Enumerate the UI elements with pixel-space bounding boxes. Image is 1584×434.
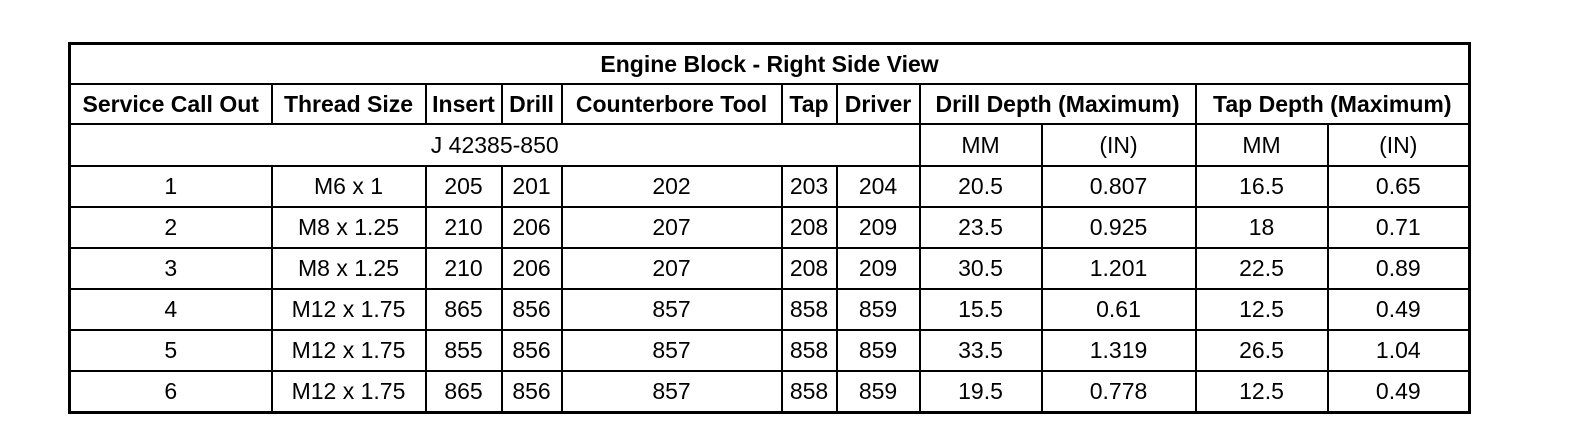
table-row bbox=[70, 207, 1470, 248]
header-tap: Tap bbox=[782, 84, 837, 124]
driver-cell: 209 bbox=[837, 248, 920, 289]
drill-depth-in-cell: 1.201 bbox=[1042, 248, 1196, 289]
drill-cell: 201 bbox=[502, 166, 562, 207]
insert-cell: 210 bbox=[426, 248, 502, 289]
tap-depth-mm-cell: 16.5 bbox=[1196, 166, 1328, 207]
service-call-out-cell: 5 bbox=[70, 330, 272, 371]
driver-cell: 859 bbox=[837, 289, 920, 330]
tap-depth-in-cell: 0.49 bbox=[1328, 371, 1470, 413]
driver-cell: 209 bbox=[837, 207, 920, 248]
tap-cell: 858 bbox=[782, 371, 837, 413]
drill-depth-mm-cell: 33.5 bbox=[920, 330, 1042, 371]
tap-cell: 858 bbox=[782, 289, 837, 330]
table-title: Engine Block - Right Side View bbox=[70, 44, 1470, 85]
tap-depth-in-cell: 1.04 bbox=[1328, 330, 1470, 371]
drill-depth-mm-cell: 20.5 bbox=[920, 166, 1042, 207]
column-header-row bbox=[70, 84, 1470, 124]
drill-cell: 856 bbox=[502, 371, 562, 413]
unit-drill-in: (IN) bbox=[1042, 124, 1196, 166]
drill-depth-mm-cell: 15.5 bbox=[920, 289, 1042, 330]
insert-cell: 210 bbox=[426, 207, 502, 248]
header-insert: Insert bbox=[426, 84, 502, 124]
tap-depth-in-cell: 0.65 bbox=[1328, 166, 1470, 207]
header-counterbore-tool: Counterbore Tool bbox=[562, 84, 782, 124]
header-drill: Drill bbox=[502, 84, 562, 124]
unit-tap-in: (IN) bbox=[1328, 124, 1470, 166]
counterbore-tool-cell: 857 bbox=[562, 371, 782, 413]
table-row bbox=[70, 289, 1470, 330]
service-call-out-cell: 3 bbox=[70, 248, 272, 289]
tap-cell: 203 bbox=[782, 166, 837, 207]
tap-depth-mm-cell: 12.5 bbox=[1196, 289, 1328, 330]
counterbore-tool-cell: 857 bbox=[562, 330, 782, 371]
drill-cell: 206 bbox=[502, 207, 562, 248]
service-call-out-cell: 2 bbox=[70, 207, 272, 248]
driver-cell: 204 bbox=[837, 166, 920, 207]
counterbore-tool-cell: 202 bbox=[562, 166, 782, 207]
insert-cell: 865 bbox=[426, 289, 502, 330]
insert-cell: 855 bbox=[426, 330, 502, 371]
service-call-out-cell: 1 bbox=[70, 166, 272, 207]
header-driver: Driver bbox=[837, 84, 920, 124]
unit-drill-mm: MM bbox=[920, 124, 1042, 166]
drill-cell: 856 bbox=[502, 330, 562, 371]
tap-depth-in-cell: 0.89 bbox=[1328, 248, 1470, 289]
tap-cell: 208 bbox=[782, 207, 837, 248]
tap-depth-mm-cell: 22.5 bbox=[1196, 248, 1328, 289]
tap-depth-mm-cell: 26.5 bbox=[1196, 330, 1328, 371]
drill-depth-mm-cell: 23.5 bbox=[920, 207, 1042, 248]
drill-depth-in-cell: 0.807 bbox=[1042, 166, 1196, 207]
tap-depth-in-cell: 0.49 bbox=[1328, 289, 1470, 330]
tap-depth-mm-cell: 12.5 bbox=[1196, 371, 1328, 413]
drill-depth-in-cell: 0.61 bbox=[1042, 289, 1196, 330]
drill-cell: 856 bbox=[502, 289, 562, 330]
table-row bbox=[70, 371, 1470, 413]
header-tap-depth: Tap Depth (Maximum) bbox=[1196, 84, 1470, 124]
thread-size-cell: M6 x 1 bbox=[272, 166, 426, 207]
service-call-out-cell: 6 bbox=[70, 371, 272, 413]
tap-cell: 208 bbox=[782, 248, 837, 289]
tap-depth-in-cell: 0.71 bbox=[1328, 207, 1470, 248]
header-thread-size: Thread Size bbox=[272, 84, 426, 124]
data-rows bbox=[70, 166, 1470, 413]
unit-row bbox=[70, 124, 1470, 166]
drill-depth-in-cell: 1.319 bbox=[1042, 330, 1196, 371]
drill-depth-in-cell: 0.778 bbox=[1042, 371, 1196, 413]
drill-depth-in-cell: 0.925 bbox=[1042, 207, 1196, 248]
counterbore-tool-cell: 207 bbox=[562, 248, 782, 289]
service-call-out-cell: 4 bbox=[70, 289, 272, 330]
insert-cell: 865 bbox=[426, 371, 502, 413]
engine-block-spec-table bbox=[68, 42, 1471, 414]
counterbore-tool-cell: 857 bbox=[562, 289, 782, 330]
driver-cell: 859 bbox=[837, 330, 920, 371]
table-row bbox=[70, 248, 1470, 289]
thread-size-cell: M12 x 1.75 bbox=[272, 330, 426, 371]
driver-cell: 859 bbox=[837, 371, 920, 413]
drill-cell: 206 bbox=[502, 248, 562, 289]
table-title-row bbox=[70, 44, 1470, 85]
tap-depth-mm-cell: 18 bbox=[1196, 207, 1328, 248]
kit-number: J 42385-850 bbox=[70, 124, 920, 166]
thread-size-cell: M8 x 1.25 bbox=[272, 207, 426, 248]
thread-size-cell: M8 x 1.25 bbox=[272, 248, 426, 289]
table-row bbox=[70, 166, 1470, 207]
drill-depth-mm-cell: 19.5 bbox=[920, 371, 1042, 413]
counterbore-tool-cell: 207 bbox=[562, 207, 782, 248]
header-service-call-out: Service Call Out bbox=[70, 84, 272, 124]
unit-tap-mm: MM bbox=[1196, 124, 1328, 166]
header-drill-depth: Drill Depth (Maximum) bbox=[920, 84, 1196, 124]
tap-cell: 858 bbox=[782, 330, 837, 371]
insert-cell: 205 bbox=[426, 166, 502, 207]
drill-depth-mm-cell: 30.5 bbox=[920, 248, 1042, 289]
thread-size-cell: M12 x 1.75 bbox=[272, 289, 426, 330]
thread-size-cell: M12 x 1.75 bbox=[272, 371, 426, 413]
table-row bbox=[70, 330, 1470, 371]
